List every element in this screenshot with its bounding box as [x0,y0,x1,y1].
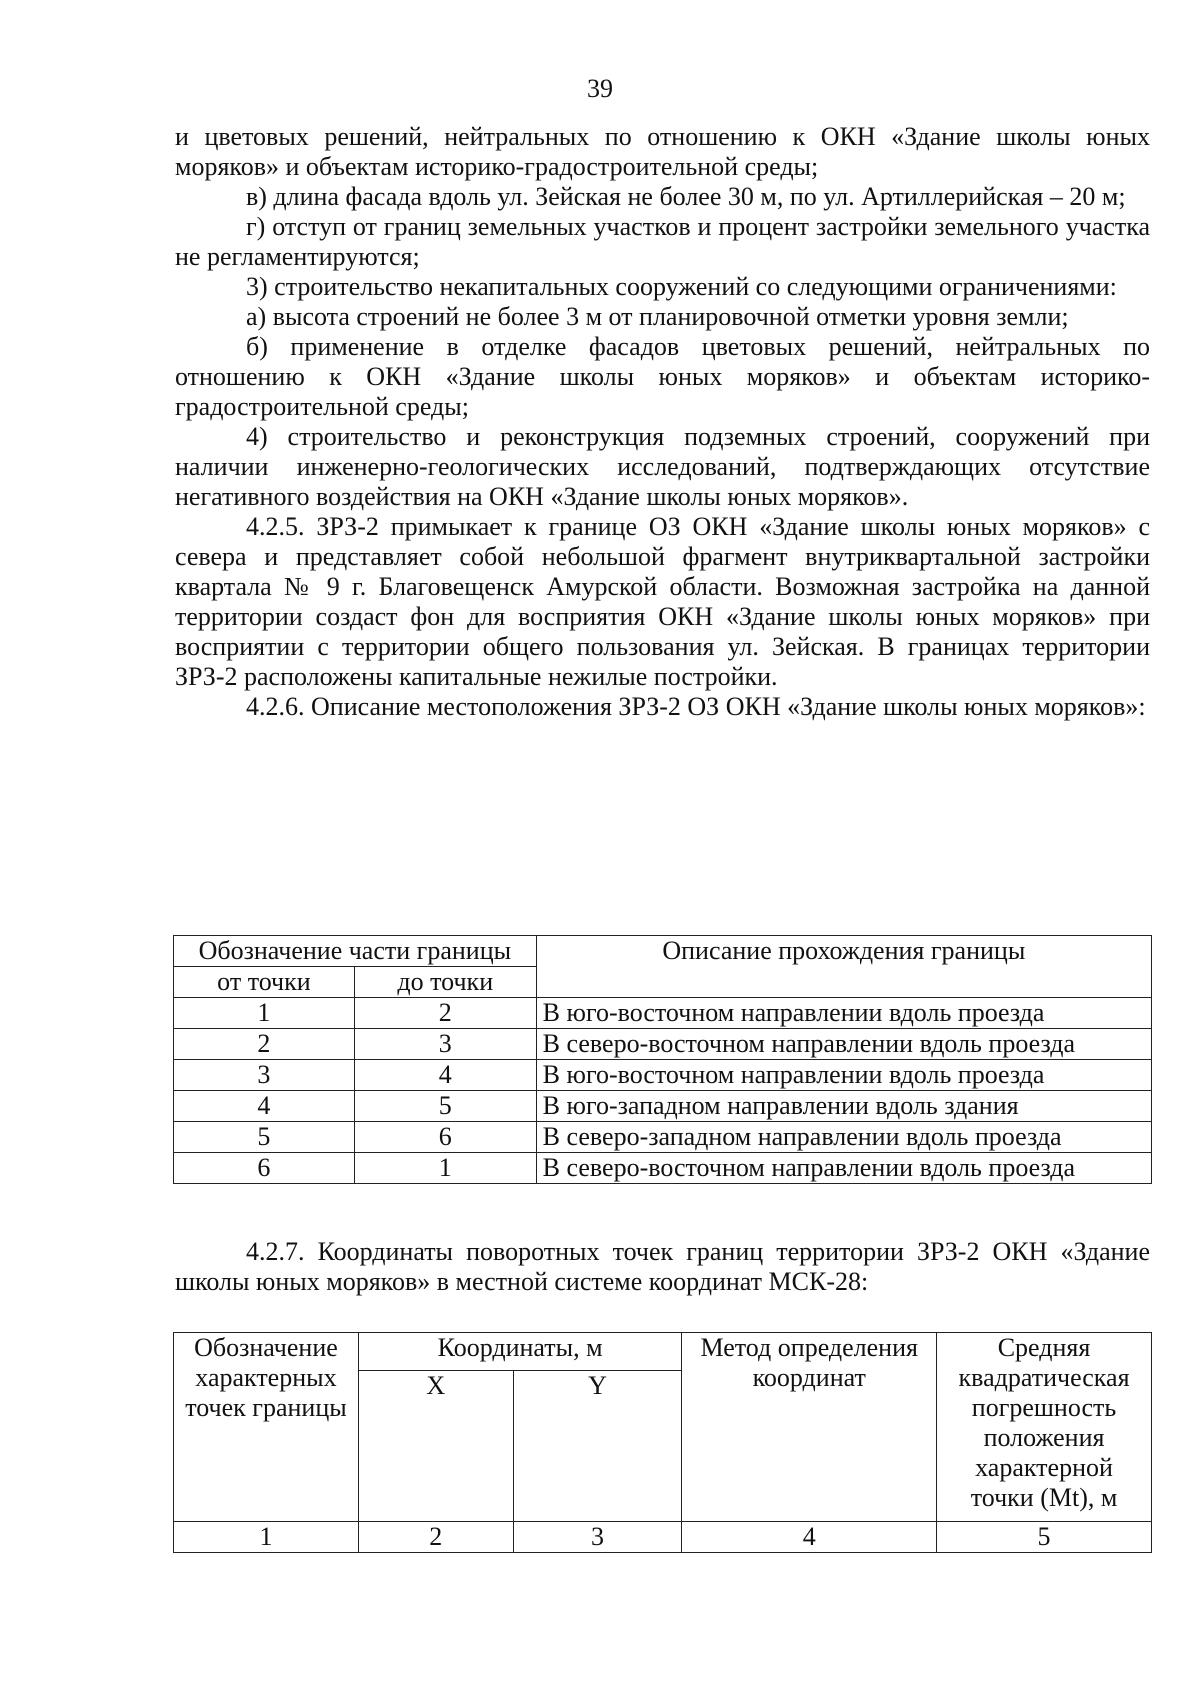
table-row [174,1153,1152,1184]
paragraph: 4) строительство и реконструкция подземных строений, сооружений при наличии инженерно-геологических исследований, подтверждающих отсутствие негативного воздействия на ОКН «Здание школы юных моряков». [175,422,1150,511]
header-cell: Обозначение характерных точек границы [174,1333,359,1522]
body-text-top [175,122,1150,722]
table-cell: 4 [682,1522,937,1553]
paragraph: 4.2.5. ЗРЗ-2 примыкает к границе ОЗ ОКН «Здание школы юных моряков» с севера и представляет собой небольшой фрагмент внутриквартальной застройки квартала № 9 г. Благовещенск Амурской области. Возможная застройка на данной территории создаст фон для восприятия ОКН «Здание школы юных моряков» при восприятии с территории общего пользования ул. Зейская. В границах территории ЗРЗ-2 расположены капитальные нежилые постройки. [175,512,1150,691]
header-cell: Y [513,1371,682,1522]
paragraph: 3) строительство некапитальных сооружений со следующими ограничениями: [246,272,1117,301]
coordinates-table [173,1332,1152,1553]
paragraph: и цветовых решений, нейтральных по отношению к ОКН «Здание школы юных моряков» и объектам историко-градостроительной среды; [175,122,1150,181]
page-number: 39 [587,74,613,103]
paragraph: 4.2.7. Координаты поворотных точек границ территории ЗРЗ-2 ОКН «Здание школы юных моряков» в местной системе координат МСК-28: [175,1237,1150,1296]
table-cell: 1 [174,1522,359,1553]
table-cell: В юго-западном направлении вдоль здания [536,1091,1151,1122]
paragraph: в) длина фасада вдоль ул. Зейская не более 30 м, по ул. Артиллерийская – 20 м; [246,182,1126,211]
table-cell: В северо-восточном направлении вдоль проезда [536,1029,1151,1060]
table-cell: В северо-восточном направлении вдоль проезда [536,1153,1151,1184]
header-cell: Координаты, м [358,1333,681,1371]
table-cell: 4 [354,1060,536,1091]
table-row [174,1029,1152,1060]
header-cell: до точки [354,967,536,998]
header-cell: Обозначение части границы [174,936,537,967]
header-cell: X [358,1371,513,1522]
paragraph: б) применение в отделке фасадов цветовых решений, нейтральных по отношению к ОКН «Здание школы юных моряков» и объектам историко-градостроительной среды; [175,332,1150,421]
table-cell: 1 [174,998,355,1029]
table-cell: 2 [174,1029,355,1060]
table-cell: 5 [354,1091,536,1122]
table-cell: 2 [354,998,536,1029]
table-cell: 6 [354,1122,536,1153]
paragraph: г) отступ от границ земельных участков и процент застройки земельного участка не регламентируются; [175,212,1150,271]
table-cell: 1 [354,1153,536,1184]
table-row [174,1522,1152,1553]
paragraph: а) высота строений не более 3 м от планировочной отметки уровня земли; [246,302,1069,331]
boundary-table [173,935,1152,1184]
table-row [174,998,1152,1029]
table-cell: 2 [358,1522,513,1553]
table-cell: 5 [174,1122,355,1153]
table-cell: 3 [513,1522,682,1553]
table-cell: 3 [174,1060,355,1091]
table-cell: В юго-восточном направлении вдоль проезда [536,998,1151,1029]
table-header-row [174,1333,1152,1371]
table-cell: 5 [937,1522,1152,1553]
body-text-bottom [175,1237,1150,1297]
table-cell: В юго-восточном направлении вдоль проезда [536,1060,1151,1091]
table-cell: 3 [354,1029,536,1060]
header-cell: Описание прохождения границы [536,936,1151,998]
table-row [174,1122,1152,1153]
table-cell: 6 [174,1153,355,1184]
table-cell: 4 [174,1091,355,1122]
table-header-row [174,936,1152,967]
table-cell: В северо-западном направлении вдоль проезда [536,1122,1151,1153]
header-cell: Метод определения координат [682,1333,937,1522]
table-row [174,1091,1152,1122]
table-row [174,1060,1152,1091]
paragraph: 4.2.6. Описание местоположения ЗРЗ-2 ОЗ ОКН «Здание школы юных моряков»: [246,692,1146,721]
header-cell: Средняя квадратическая погрешность положения характерной точки (Mt), м [937,1333,1152,1522]
header-cell: от точки [174,967,355,998]
